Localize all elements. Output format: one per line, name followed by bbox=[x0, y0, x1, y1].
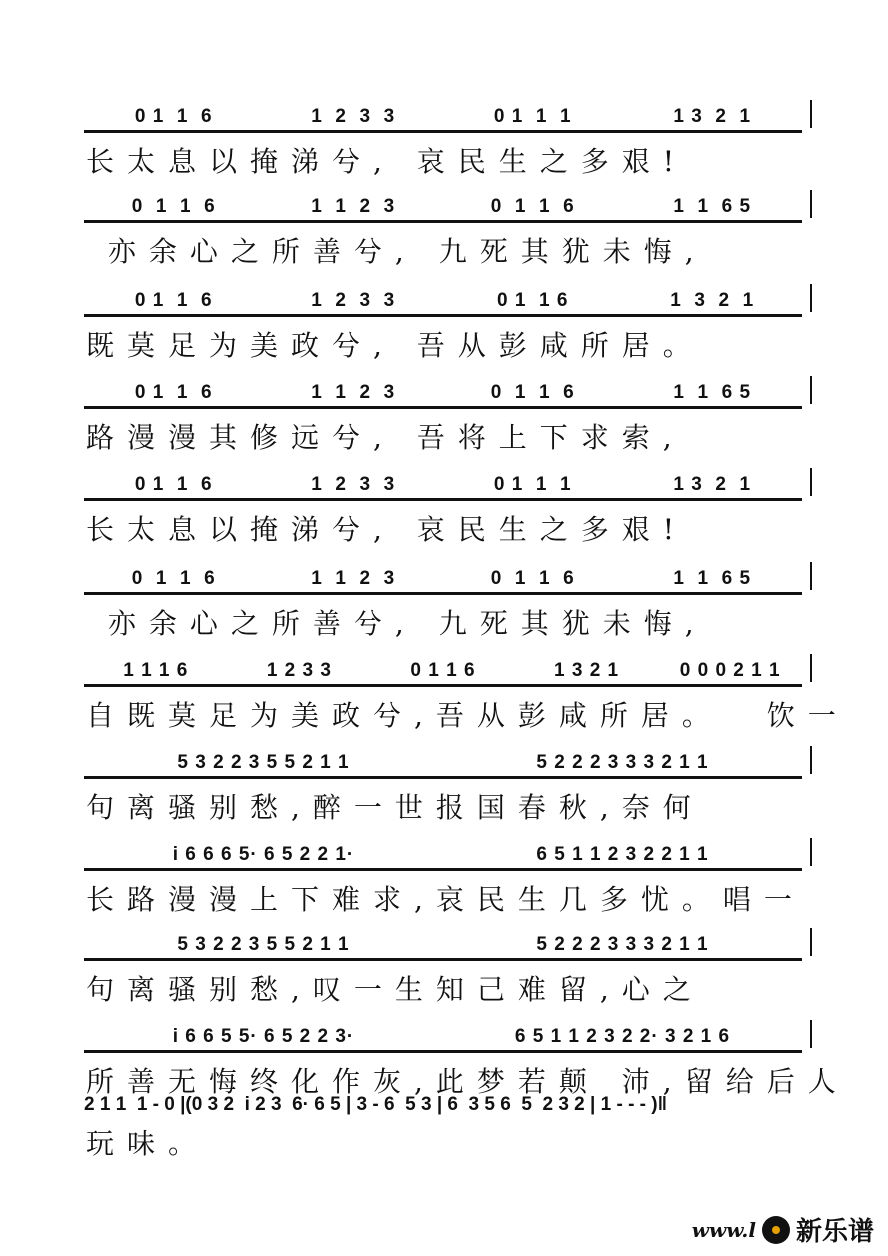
measure: 6 5 1 1 2 3 2 2· 3 2 1 6 bbox=[514, 1026, 731, 1047]
measure: 0 1 1 6 bbox=[410, 660, 476, 681]
measure: 5 3 2 2 3 5 5 2 1 1 bbox=[177, 934, 350, 955]
notes-row bbox=[84, 744, 802, 779]
measure: 1 3 2 1 bbox=[673, 474, 752, 495]
lyrics-row: 路漫漫其修远兮, 吾将上下求索, bbox=[86, 421, 685, 454]
measure: 0 1 1 6 bbox=[134, 290, 213, 311]
notes-row bbox=[84, 836, 802, 871]
lyrics-row: 长太息以掩涕兮, 哀民生之多艰! bbox=[86, 145, 688, 178]
measure: 0 1 1 6 bbox=[134, 474, 213, 495]
measure: 1 1 1 6 bbox=[123, 660, 189, 681]
barline bbox=[810, 654, 812, 682]
score-system bbox=[84, 466, 814, 558]
barline bbox=[810, 100, 812, 128]
record-disc-icon bbox=[762, 1216, 790, 1244]
measure: 1 2 3 3 bbox=[311, 106, 396, 127]
measure: 1 3 2 1 bbox=[554, 660, 620, 681]
barline bbox=[810, 562, 812, 590]
notes-row bbox=[84, 466, 802, 501]
measure: 0 1 1 6 bbox=[497, 290, 569, 311]
measure: 1 1 6 5 bbox=[673, 196, 752, 217]
measure: 0 1 1 1 bbox=[493, 474, 572, 495]
notes-row bbox=[84, 98, 802, 133]
lyrics-row: 长太息以掩涕兮, 哀民生之多艰! bbox=[86, 513, 688, 546]
barline bbox=[810, 190, 812, 218]
measure: 0 1 1 6 bbox=[134, 106, 213, 127]
measure: 0 1 1 6 bbox=[131, 196, 216, 217]
lyrics-row: 长路漫漫上下难求,哀民生几多忧。唱一 bbox=[86, 883, 805, 916]
barline bbox=[810, 838, 812, 866]
measure: 1 2 3 3 bbox=[311, 290, 396, 311]
notes-row bbox=[84, 1018, 802, 1053]
measure: i 6 6 5 5· 6 5 2 2 3· bbox=[172, 1026, 355, 1047]
measure: 1 1 6 5 bbox=[673, 568, 752, 589]
measure: 0 1 1 6 bbox=[490, 568, 575, 589]
barline bbox=[810, 376, 812, 404]
final-notes-line: 2 1 1 1 - 0 |(0 3 2 i 2 3 6· 6 5 | 3 - 6 5 3 | 6 3 5 6 5 2 3 2 | 1 - - - )‖ bbox=[84, 1094, 668, 1115]
measure: 1 2 3 3 bbox=[311, 474, 396, 495]
lyrics-row: 自既莫足为美政兮,吾从彭咸所居。 饮一 bbox=[86, 699, 849, 732]
barline bbox=[810, 746, 812, 774]
score-system bbox=[84, 374, 814, 466]
lyrics-row: 所善无悔终化作灰,此梦若颠 沛,留给后人 bbox=[86, 1065, 849, 1098]
measure: 1 1 2 3 bbox=[311, 382, 396, 403]
notes-row bbox=[84, 652, 802, 687]
measure: 0 1 1 6 bbox=[490, 382, 575, 403]
lyrics-row: 亦余心之所善兮, 九死其犹未悔, bbox=[86, 607, 707, 640]
measure: 5 3 2 2 3 5 5 2 1 1 bbox=[177, 752, 350, 773]
score-system bbox=[84, 836, 814, 928]
notes-row bbox=[84, 560, 802, 595]
measure: 1 1 2 3 bbox=[311, 196, 396, 217]
logo-url-text: www.l bbox=[691, 1217, 756, 1242]
measure: 0 1 1 6 bbox=[490, 196, 575, 217]
barline bbox=[810, 1020, 812, 1048]
final-lyric-line: 玩味。 bbox=[86, 1127, 210, 1160]
barline bbox=[810, 468, 812, 496]
measure: i 6 6 6 5· 6 5 2 2 1· bbox=[172, 844, 355, 865]
measure: 1 3 2 1 bbox=[673, 106, 752, 127]
logo-name-text: 新乐谱 bbox=[795, 1217, 874, 1247]
measure: 5 2 2 2 3 3 3 2 1 1 bbox=[536, 934, 709, 955]
measure: 0 0 0 2 1 1 bbox=[679, 660, 781, 681]
lyrics-row: 句离骚别愁,叹一生知己难留,心之 bbox=[86, 973, 704, 1006]
score-system bbox=[84, 926, 814, 1018]
barline bbox=[810, 284, 812, 312]
measure: 1 1 6 5 bbox=[673, 382, 752, 403]
score-system bbox=[84, 652, 849, 744]
notes-row bbox=[84, 926, 802, 961]
score-system bbox=[84, 282, 814, 374]
lyrics-row: 既莫足为美政兮, 吾从彭咸所居。 bbox=[86, 329, 704, 362]
score-system bbox=[84, 560, 814, 652]
barline bbox=[810, 928, 812, 956]
score-system bbox=[84, 98, 814, 190]
notes-row bbox=[84, 282, 802, 317]
measure: 0 1 1 1 bbox=[493, 106, 572, 127]
site-logo bbox=[692, 1211, 874, 1248]
lyrics-row: 亦余心之所善兮, 九死其犹未悔, bbox=[86, 235, 707, 268]
score-system bbox=[84, 188, 814, 280]
measure: 1 3 2 1 bbox=[670, 290, 755, 311]
measure: 6 5 1 1 2 3 2 2 1 1 bbox=[536, 844, 709, 865]
measure: 0 1 1 6 bbox=[131, 568, 216, 589]
measure: 1 1 2 3 bbox=[311, 568, 396, 589]
notes-row bbox=[84, 188, 802, 223]
lyrics-row: 句离骚别愁,醉一世报国春秋,奈何 bbox=[86, 791, 704, 824]
measure: 0 1 1 6 bbox=[134, 382, 213, 403]
notes-row bbox=[84, 374, 802, 409]
measure: 1 2 3 3 bbox=[266, 660, 332, 681]
measure: 5 2 2 2 3 3 3 2 1 1 bbox=[536, 752, 709, 773]
score-system bbox=[84, 744, 814, 836]
